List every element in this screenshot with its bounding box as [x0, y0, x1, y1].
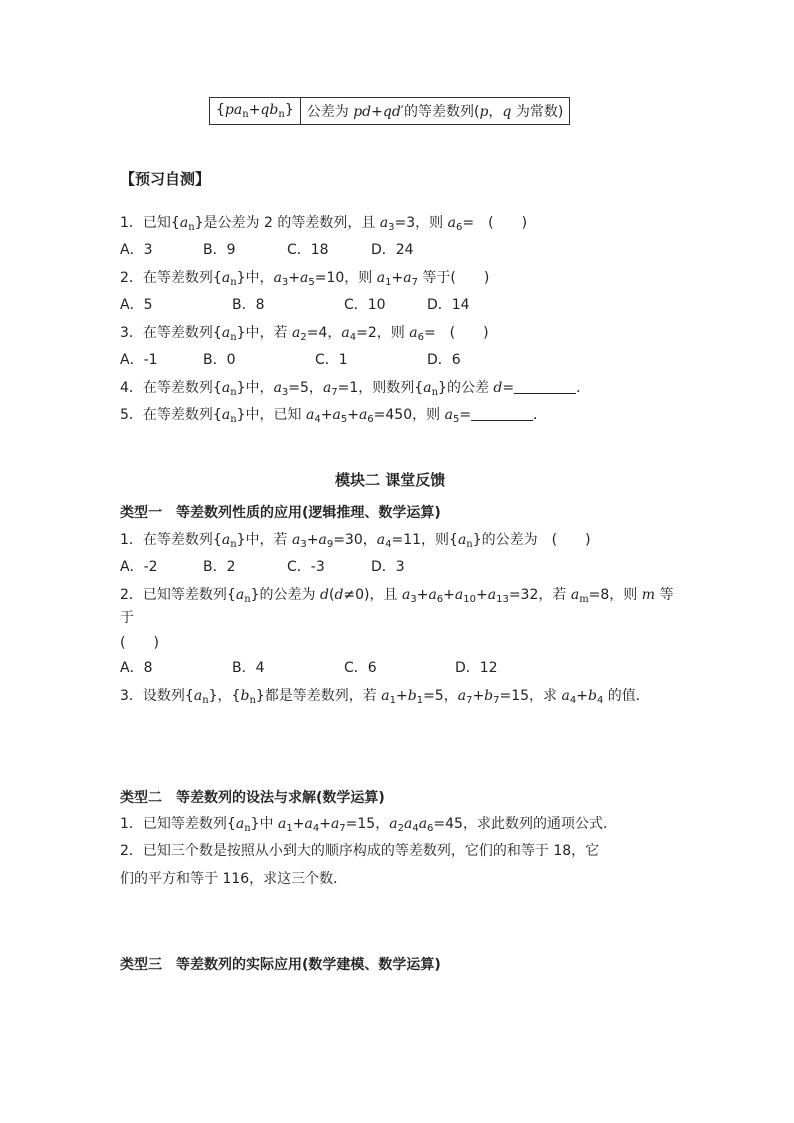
- option-b: B．9: [203, 242, 236, 258]
- preview-question-5: 5．在等差数列$\{a_n\}$中，已知 $a_4+a_5+a_6=450$，则 $a_5=$ ．: [120, 407, 548, 425]
- option-a: A．-2: [120, 559, 158, 575]
- option-a: A．3: [120, 242, 153, 258]
- option-d: D．3: [371, 559, 405, 575]
- option-b: B．8: [232, 297, 265, 313]
- section-title-preview: 【预习自测】: [120, 170, 211, 188]
- option-c: C．18: [287, 242, 329, 258]
- option-a: A．-1: [120, 352, 158, 368]
- type1-question-3: 3．设数列$\{a_n\}$，$\{b_n\}$都是等差数列，若 $a_1+b_1=5$，$a_7+b_7=15$，求 $a_4+b_4$ 的值．: [120, 688, 650, 706]
- type3-title: 类型三 等差数列的实际应用(数学建模、数学运算): [120, 957, 441, 973]
- option-b: B．4: [232, 660, 265, 676]
- option-a: A．5: [120, 297, 153, 313]
- option-b: B．2: [203, 559, 236, 575]
- type2-question-2: 2．已知三个数是按照从小到大的顺序构成的等差数列，它们的和等于 18，它: [120, 843, 600, 859]
- property-table: [209, 97, 570, 125]
- type1-title: 类型一 等差数列性质的应用(逻辑推理、数学运算): [120, 505, 441, 521]
- option-c: C．10: [344, 297, 386, 313]
- option-b: B．0: [203, 352, 236, 368]
- option-d: D．24: [371, 242, 414, 258]
- option-c: C．-3: [287, 559, 325, 575]
- option-c: C．1: [315, 352, 348, 368]
- table-row: [210, 98, 570, 125]
- type2-question-2-cont: 们的平方和等于 116，求这三个数．: [120, 871, 348, 887]
- type2-question-1: 1．已知等差数列$\{a_n\}$中 $a_1+a_4+a_7=15$，$a_2a_4a_6=45$，求此数列的通项公式．: [120, 816, 617, 834]
- option-d: D．6: [427, 352, 461, 368]
- module-title: 模块二 课堂反馈: [335, 471, 446, 489]
- type1-question-2: 2．已知等差数列$\{a_n\}$的公差为 d(d≠0)，且 $a_3+a_6+a_{10}+a_{13}=32$，若 $a_m=8$，则 m 等: [120, 587, 674, 605]
- preview-question-4: 4．在等差数列$\{a_n\}$中，$a_3=5$，$a_7=1$，则数列$\{a_n\}$的公差 d= ．: [120, 380, 591, 398]
- type1-question-2-cont: 于: [120, 610, 134, 626]
- option-c: C．6: [344, 660, 377, 676]
- preview-question-2: 2．在等差数列$\{a_n\}$中，$a_3+a_5=10$，则 $a_1+a_7$ 等于( ): [120, 270, 490, 288]
- type1-question-2-paren: ( ): [120, 635, 159, 651]
- option-d: D．14: [427, 297, 470, 313]
- table-cell-description: 公差为 pd+qd′的等差数列(p，q 为常数): [300, 98, 570, 125]
- type1-question-1: 1．在等差数列$\{a_n\}$中，若 $a_3+a_9=30$，$a_4=11$，则$\{a_n\}$的公差为 ( ): [120, 532, 591, 550]
- preview-question-3: 3．在等差数列$\{a_n\}$中，若 $a_2=4$，$a_4=2$，则 $a_6=$ ( ): [120, 325, 489, 343]
- option-a: A．8: [120, 660, 153, 676]
- preview-question-1: 1．已知$\{a_n\}$是公差为 2 的等差数列，且 $a_3=3$，则 $a_6=$ ( ): [120, 215, 528, 233]
- option-d: D．12: [455, 660, 498, 676]
- type2-title: 类型二 等差数列的设法与求解(数学运算): [120, 790, 385, 806]
- table-cell-expression: $\{pa_n+qb_n\}$: [210, 98, 301, 125]
